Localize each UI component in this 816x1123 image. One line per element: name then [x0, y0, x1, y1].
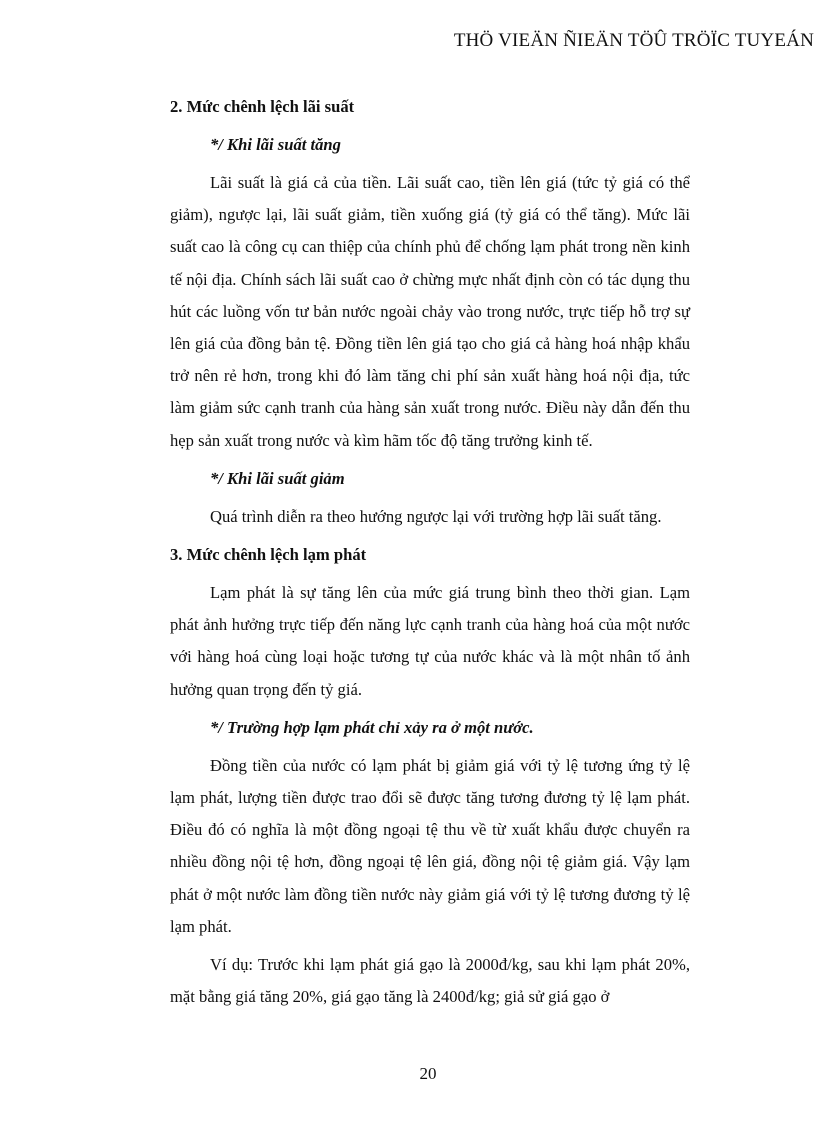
- subheading-rate-decrease: */ Khi lãi suất giảm: [210, 468, 345, 488]
- page-number: 20: [419, 1064, 437, 1083]
- paragraph-rate-decrease: Quá trình diễn ra theo hướng ngược lại với trường hợp lãi suất tăng.: [210, 506, 662, 526]
- section-heading-interest-rate: 2. Mức chênh lệch lãi suất: [170, 97, 355, 116]
- section-heading-inflation: 3. Mức chênh lệch lạm phát: [170, 545, 367, 565]
- running-header: THÖ VIEÄN ÑIEÄN TÖÛ TRÖÏC TUYEÁN: [453, 30, 814, 51]
- paragraph-inflation-one-country: Đồng tiền của nước có lạm phát bị giảm giá với tỷ lệ tương ứng tỷ lệ lạm phát, lượng tiền được trao đổi sẽ được tăng tương đương tỷ lệ lạm phát. Điều đó có nghĩa là một đồng ngoại tệ thu về từ xuất khẩu được chuyển ra nhiều đồng nội tệ hơn, đồng ngoại tệ lên giá, đồng nội tệ giảm giá. Vậy lạm phát ở một nước làm đồng tiền nước này giảm giá với tỷ lệ tương đương tỷ lệ lạm phát.: [170, 755, 690, 936]
- subheading-rate-increase: */ Khi lãi suất tăng: [210, 135, 341, 154]
- paragraph-inflation-intro: Lạm phát là sự tăng lên của mức giá trung bình theo thời gian. Lạm phát ảnh hưởng trực tiếp đến năng lực cạnh tranh của hàng hoá của một nước với hàng hoá cùng loại hoặc tương tự của nước khác và là một nhân tố ảnh hưởng quan trọng đến tỷ giá.: [170, 583, 690, 699]
- page-body: [170, 91, 690, 1019]
- subheading-inflation-one-country: */ Trường hợp lạm phát chỉ xảy ra ở một nước.: [210, 717, 534, 737]
- paragraph-example: Ví dụ: Trước khi lạm phát giá gạo là 2000đ/kg, sau khi lạm phát 20%, mặt bằng giá tăng 20%, giá gạo tăng là 2400đ/kg; giả sử giá gạo ở: [170, 955, 690, 1007]
- paragraph-rate-increase: Lãi suất là giá cả của tiền. Lãi suất cao, tiền lên giá (tức tỷ giá có thể giảm), ngược lại, lãi suất giảm, tiền xuống giá (tỷ giá có thể tăng). Mức lãi suất cao là công cụ can thiệp của chính phủ để chống lạm phát trong nền kinh tế nội địa. Chính sách lãi suất cao ở chừng mực nhất định còn có tác dụng thu hút các luồng vốn tư bản nước ngoài chảy vào trong nước, trực tiếp hỗ trợ sự lên giá của đồng bản tệ. Đồng tiền lên giá tạo cho giá cả hàng hoá nhập khẩu trở nên rẻ hơn, trong khi đó làm tăng chi phí sản xuất hàng hoá nội địa, tức làm giảm sức cạnh tranh của hàng sản xuất trong nước. Điều này dẫn đến thu hẹp sản xuất trong nước và kìm hãm tốc độ tăng trưởng kinh tế.: [170, 173, 690, 450]
